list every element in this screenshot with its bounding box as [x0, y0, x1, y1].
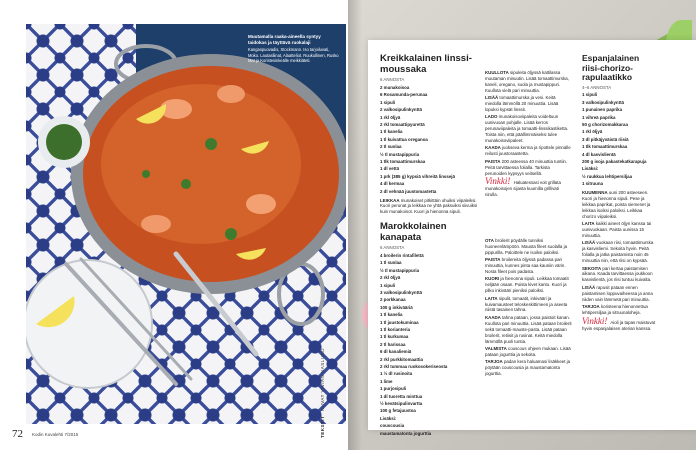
ingredient-item: 1 tl korianteria — [380, 326, 411, 332]
ingredient-item: 1 lime — [380, 378, 393, 384]
method-step — [582, 266, 656, 284]
step-text: broilerit pöydälle tunniksi huoneenlämpöön. Mausta fileet suolalla ja pippurilla. Paloittele ne isoiksi paloiksi. — [485, 238, 568, 255]
ingredient-item: ½ tl mustapippuria — [380, 267, 420, 273]
ingredient-item: 1 prk (385 g) kypsiä vihreitä linssejä — [380, 173, 455, 179]
step-verb: LAITA — [485, 295, 498, 301]
step-text: sipuleita öljyssä kattilassa muutaman minuutin. Lisää tomaattimurska, kaneli, oregano, suola ja mustapippuri. Kuullota vielä pari minuuttia. — [485, 70, 569, 93]
parsley-1 — [205, 138, 217, 150]
ingredient-item: 1 tlk tomaattimurskaa — [380, 158, 426, 164]
method-step — [485, 95, 573, 113]
ingredient-item: couscousia — [380, 423, 405, 429]
step-verb: LISÄÄ — [582, 240, 596, 246]
recipe-card — [368, 40, 696, 436]
method-steps — [380, 198, 480, 216]
step-verb: LADO — [485, 114, 498, 120]
ingredient-item: 200 g isoja pakastekatkarapuja — [582, 159, 647, 165]
ingredient-list — [380, 253, 480, 437]
ingredient-item: 2 porkkanaa — [380, 297, 406, 303]
ingredient-item: 1 sitruuna — [582, 181, 603, 187]
chopped-herbs — [46, 124, 82, 160]
step-text: pari kertaa paistamisen aikana. Kaada tarvittaessa joukkoon kasvislientä, jos riisi tuntuu kuivalta. — [582, 265, 653, 283]
ingredient-item: 2 tl suolaa — [380, 144, 402, 150]
method-step — [485, 359, 573, 377]
ingredient-item: ½ ruukkua lehtipersiljaa — [582, 173, 633, 179]
credit-label: TEKSTIT — [320, 415, 325, 438]
step-verb: KUUMENNA — [582, 190, 608, 196]
ingredient-item: ½ kevätsipulinvartta — [380, 401, 423, 407]
method-steps — [485, 238, 573, 377]
recipe-kanapata-method — [485, 238, 573, 378]
step-text: broilereita öljyssä padassa pari minuuttia, kunnes pinta saa kauniin värin. Nosta fileet pois padasta. — [485, 257, 566, 275]
ingredient-item: 1 vihreä paprika — [582, 114, 616, 120]
step-text: rapusit pataan ennen paistamisen loppuvaiheessa ja anna niiden vain lämmetä pari minuuttia. — [582, 284, 653, 302]
ingredient-item: 1 rkl öljyä — [380, 114, 401, 120]
step-verb: VALMISTA — [485, 345, 507, 351]
ingredient-item: 3 valkosipulinkynttä — [582, 99, 624, 105]
step-verb: LISÄÄ — [485, 95, 499, 101]
step-text: 200 asteessa 40 minuuttia tuntiin. Peitä tarvittaessa folialla. Tarkista perunoiden kypsyys veitsellä. — [485, 158, 568, 176]
step-verb: SEKOITA — [582, 265, 602, 271]
parsley-3 — [225, 228, 237, 240]
ingredient-item: 1 sipuli — [380, 282, 396, 288]
ingredient-list — [582, 92, 656, 187]
step-verb: TARJOA — [485, 359, 503, 365]
method-step — [485, 276, 573, 294]
ingredient-item: 1 punainen paprika — [582, 107, 623, 113]
method-step — [485, 114, 573, 144]
ingredient-item: 3 dl pitkäjyväistä riisiä — [582, 136, 629, 142]
recipe-tip — [485, 176, 573, 198]
step-text: tomaattimurska ja vesi. Keitä miedolla lämmöllä 20 minuuttia. Lisää lopuksi kypsät linssit. — [485, 95, 559, 112]
ingredient-item: 2 rkl öljyä — [380, 275, 401, 281]
ingredient-item: 1 sipuli — [582, 92, 598, 98]
ingredient-item: Lisäksi: — [582, 166, 599, 172]
method-step — [582, 304, 656, 316]
step-verb: KUULLOTA — [485, 70, 509, 75]
shrimp-2 — [217, 85, 245, 103]
ingredient-item: 50 g chorizomakkaraa — [582, 122, 628, 128]
recipe-title: Kreikkalainen linssi-moussaka — [380, 53, 472, 75]
recipe-portions: 6 ANNOSTA — [380, 245, 405, 250]
ingredient-item: 1 tl kuivattua oreganoa — [380, 136, 428, 142]
magazine-footer: Kodin Kuvalehti 7/2015 — [32, 432, 79, 437]
ingredient-item: 2 dl vehnää juustomastetta — [380, 188, 437, 194]
ingredient-item: Lisäksi: — [380, 415, 397, 421]
ingredient-item: 1 rkl öljyä — [582, 129, 603, 135]
rice-highlight — [101, 84, 301, 244]
recipe-title: Espanjalainen riisi-chorizo-rapulaatikko — [582, 53, 640, 82]
ingredient-item: 2 rkl purkkitomaattia — [380, 356, 423, 362]
ingredient-item: 3 valkosipulinkynttä — [380, 289, 422, 295]
ingredient-item: maustamatonta jogurttia — [380, 430, 432, 436]
recipe-tip — [582, 315, 656, 332]
step-text: juokseva kerma ja ripottele pinnalle reilusti juustoraastetta. — [485, 145, 571, 157]
ingredient-item: 100 g inkivääriä — [380, 304, 413, 310]
ingredient-item: 6 dl kanaliemiä — [380, 349, 412, 355]
ingredient-item: 100 g fetajuustoa — [380, 408, 416, 414]
shrimp-4 — [141, 215, 171, 233]
method-step — [485, 296, 573, 314]
step-text: padan kera haluamasi lisäkkeet ja pöytään couscousia ja maustamatonta jogurttia. — [485, 359, 571, 377]
method-step — [582, 190, 656, 220]
step-text: tahna pataan, jossa paistoit kanan. Kuullota pari minuuttia. Lisää pataan broilerit sekä tomaatti-mauste-pasta. Lisää pataan broilerit, retiisit ja rusinat. Keitä miedolla lämmöllä puoli tuntia. — [485, 314, 572, 344]
ingredient-item: 4 broilerin rintafilettä — [380, 252, 424, 258]
ingredient-item: 2 rkl tomaattipyurettä — [380, 121, 425, 127]
step-text: couscous ohjeen mukaan. Lisää pataan jogurttia ja sekoita. — [485, 345, 571, 357]
ingredient-item: 2 tl harissaa — [380, 341, 406, 347]
method-step — [582, 240, 656, 264]
ingredient-item: 1 ½ dl rusinoita — [380, 371, 413, 377]
ingredient-item: 4 dl kasvislientä — [582, 151, 616, 157]
step-verb: PAISTA — [485, 257, 501, 263]
shrimp-3 — [246, 194, 276, 214]
paella-illustration — [26, 24, 346, 424]
method-steps — [485, 70, 573, 176]
ingredient-item: 1 tl kurkumaa — [380, 334, 409, 340]
ingredient-item: 1 tlk tomaattimurskaa — [582, 144, 628, 150]
ingredient-list — [380, 85, 480, 195]
ingredient-item: 2 munakoisoa — [380, 84, 410, 90]
recipe-moussaka — [380, 54, 480, 217]
step-text: kaikki aineet öljyn kanssa tai uunivuokaan. Paista uunissa 15 minuuttia. — [582, 221, 652, 239]
tip-label: Vinkki! — [582, 315, 608, 326]
tip-text: Haluatessasi voit grillata munakoisojen sijasta kuumilla grillivati nirulla. — [485, 180, 561, 198]
parsley-4 — [142, 170, 150, 178]
step-text: uuni 200 asteeseen. Kuori ja hienonna sipuli. Pese ja leikkaa paprikat, poista siemenet ja leikkaa isoiksi paloiksi. Leikkaa chorizo viipaleiksi. — [582, 190, 651, 219]
method-step — [582, 221, 656, 239]
ingredient-item: 2 valkosipulinkynttä — [380, 107, 422, 113]
paella-photo — [26, 24, 346, 424]
recipe-moussaka-method — [485, 70, 573, 200]
method-step — [485, 159, 573, 177]
caption-title: Muutamalla raaka-aineella syntyy taidokas ja täyttävä ruokalaji — [248, 34, 321, 45]
step-verb: KUORI — [485, 276, 500, 282]
recipe-portions: 4–6 ANNOSTA — [582, 84, 612, 90]
ingredient-item: 1 purjosipuli — [380, 386, 407, 392]
step-verb: LAITA — [582, 221, 595, 227]
tip-text: Aioli ja tapas maistuvat hyvin espanjalaisen aterian kanssa. — [582, 319, 656, 331]
ingredient-item: 1 dl vettä — [380, 166, 400, 172]
method-step — [380, 198, 480, 216]
ingredient-item: 2 rkl tummaa ruokosokeriseosta — [380, 364, 448, 369]
ingredient-item: 1 sipuli — [380, 99, 396, 105]
right-page — [348, 0, 696, 450]
method-steps — [582, 190, 656, 316]
credit-text: KUVAT VIVIAN NASLUND — [320, 347, 325, 411]
recipe-rapulaatikko — [582, 54, 656, 333]
photo-credit — [320, 348, 325, 438]
caption-body: Kangaspuovadis, Stockmann. Iso tarjoiluvati, Moko. Lautasliinat, Alaatteliot. Ruukullinen, Rusko Mat ja Koristesinkeälle meikkiäteti. — [248, 47, 339, 64]
method-step — [485, 315, 573, 345]
ingredient-item: 1 tl juustokuminaa — [380, 319, 419, 325]
step-verb: OTA — [485, 238, 494, 243]
step-verb: LISÄÄ — [582, 284, 596, 290]
step-text: sipulit, tomaatit, inkivääri ja kuivamausteet teloskeskittimeen ja aseeta niistä tasainen tahna. — [485, 295, 568, 313]
recipe-portions: 6 ANNOSTA — [380, 77, 405, 82]
page-spine-shadow — [348, 0, 362, 450]
photo-caption — [248, 34, 340, 64]
method-step — [485, 238, 573, 256]
method-step — [485, 145, 573, 157]
method-step — [485, 257, 573, 275]
step-text: koristeena hienonnettua lehtipersiljaa ja sitruunaloheja. — [582, 304, 648, 315]
ingredient-item: 1 tl kanelia — [380, 312, 403, 318]
ingredient-item: 1 tl kanelia — [380, 129, 403, 135]
method-step — [485, 346, 573, 358]
tip-label: Vinkki! — [485, 176, 511, 187]
step-text: munakoiset pitkittäin ohuiksi viipaleiksi. Kuori perunat ja leikkaa ne yhtä paksuiksi siivuiksi kuin munakoisot. Kuori ja hienonna sipuli. — [380, 197, 478, 215]
ingredient-item: 1 dl tuoretta minttua — [380, 393, 423, 399]
ingredient-item: 1 tl suolaa — [380, 260, 402, 266]
ingredient-item: 4 dl kermaa — [380, 181, 405, 187]
step-text: munakoisoviipaleita voideltuun uunivuoan pohjalle. Lisää kerros perunaviipaleita ja tomaatti-linssikastiketta. Toista niin, että päällimmäiseksi tulee munakoisoviipaleet. — [485, 114, 569, 143]
step-text: vuokaan riisi, tomaattimurska ja kasvisliemi. Sekoita hyvin. Peitä folialla ja jatka paistamista noin 45 minuuttia niin, että riisi on kypsää. — [582, 240, 654, 264]
step-text: ja hienonna sipuli. Leikkaa tomaatit neljään osaan. Poista kivet kanto. Kuori ja pilko inkivääri pieniksi paloiksi. — [485, 276, 569, 294]
recipe-kanapata — [380, 222, 480, 438]
method-step — [582, 285, 656, 303]
step-verb: PAISTA — [485, 158, 501, 164]
ingredient-item: 6 Rosamunda-perunaa — [380, 92, 428, 98]
page-number: 72 — [12, 428, 23, 440]
step-verb: KAADA — [485, 314, 501, 320]
ingredient-item: ½ tl mustapippuria — [380, 151, 420, 157]
step-verb: KAADA — [485, 145, 501, 151]
recipe-title: Marokkolainen kanapata — [380, 221, 447, 243]
method-step — [485, 70, 573, 94]
parsley-2 — [181, 179, 191, 189]
step-verb: LEIKKAA — [380, 197, 400, 203]
step-verb: TARJOA — [582, 304, 600, 309]
